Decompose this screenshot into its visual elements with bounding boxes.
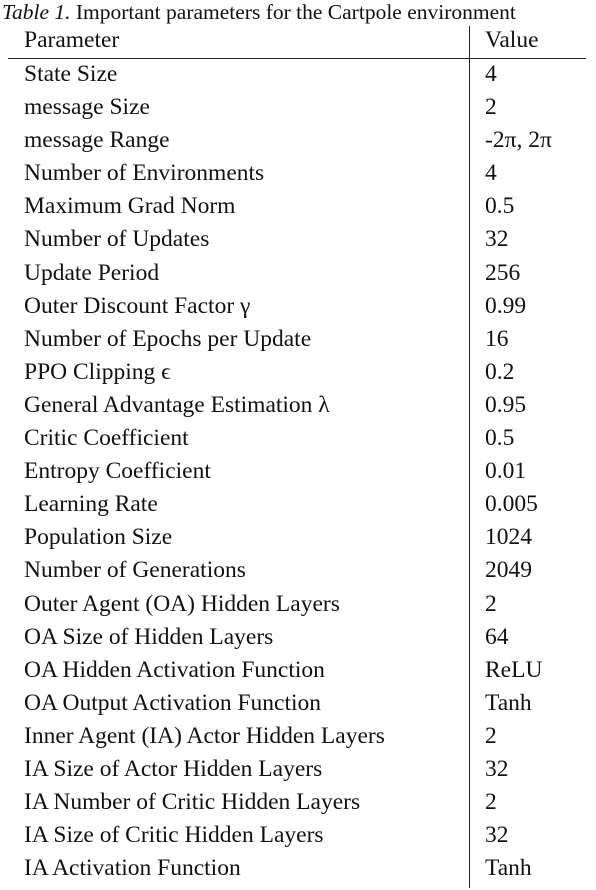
parameter-cell: Number of Environments bbox=[24, 160, 265, 187]
parameter-cell: Population Size bbox=[24, 524, 173, 551]
value-cell: 4 bbox=[485, 160, 497, 187]
table-row bbox=[8, 852, 586, 885]
value-cell: 0.95 bbox=[485, 391, 527, 418]
parameter-cell: IA Number of Critic Hidden Layers bbox=[24, 789, 361, 816]
parameter-cell: Number of Updates bbox=[24, 226, 210, 253]
table-row bbox=[8, 819, 586, 852]
table-row bbox=[8, 290, 586, 323]
caption-text: Important parameters for the Cartpole environment bbox=[75, 0, 516, 24]
value-cell: 0.5 bbox=[485, 425, 515, 452]
table-row bbox=[8, 58, 586, 91]
value-cell: 2 bbox=[485, 590, 497, 617]
table-row bbox=[8, 753, 586, 786]
table-row bbox=[8, 257, 586, 290]
parameter-cell: Outer Agent (OA) Hidden Layers bbox=[24, 590, 340, 617]
parameter-cell: Inner Agent (IA) Actor Hidden Layers bbox=[24, 722, 385, 749]
table-row bbox=[8, 687, 586, 720]
caption-label: Table 1. bbox=[2, 0, 71, 24]
value-cell: 2 bbox=[485, 94, 497, 121]
table-row bbox=[8, 157, 586, 190]
parameter-cell: Learning Rate bbox=[24, 491, 158, 518]
value-cell: 4 bbox=[485, 61, 497, 87]
table-body bbox=[8, 58, 586, 885]
table-row bbox=[8, 786, 586, 819]
value-cell: 0.005 bbox=[485, 491, 538, 518]
value-cell: 256 bbox=[485, 259, 521, 286]
table-row bbox=[8, 554, 586, 587]
table-row bbox=[8, 356, 586, 389]
table-row bbox=[8, 521, 586, 554]
parameter-cell: IA Size of Critic Hidden Layers bbox=[24, 822, 324, 849]
value-cell: 64 bbox=[485, 623, 509, 650]
parameter-cell: IA Activation Function bbox=[24, 855, 241, 882]
parameters-table bbox=[8, 24, 586, 57]
parameter-cell: Number of Epochs per Update bbox=[24, 325, 312, 352]
table-caption bbox=[2, 0, 516, 24]
parameter-cell: IA Size of Actor Hidden Layers bbox=[24, 755, 323, 782]
value-cell: 0.5 bbox=[485, 193, 515, 220]
value-cell: 32 bbox=[485, 755, 509, 782]
parameter-cell: OA Size of Hidden Layers bbox=[24, 623, 274, 650]
table-row bbox=[8, 389, 586, 422]
value-cell: 1024 bbox=[485, 524, 532, 551]
parameter-cell: PPO Clipping ϵ bbox=[24, 358, 171, 385]
table-row bbox=[8, 488, 586, 521]
table-row bbox=[8, 323, 586, 356]
table-row bbox=[8, 455, 586, 488]
parameter-cell: message Range bbox=[24, 127, 170, 154]
header-value: Value bbox=[485, 27, 539, 53]
parameter-cell: Update Period bbox=[24, 259, 160, 286]
value-cell: 2049 bbox=[485, 557, 532, 584]
value-cell: 2 bbox=[485, 789, 497, 816]
table-row bbox=[8, 654, 586, 687]
value-cell: 0.99 bbox=[485, 292, 527, 319]
parameter-cell: Entropy Coefficient bbox=[24, 458, 211, 485]
value-cell: Tanh bbox=[485, 855, 532, 882]
value-cell: 2 bbox=[485, 722, 497, 749]
table-row bbox=[8, 190, 586, 223]
table-row bbox=[8, 588, 586, 621]
value-cell: Tanh bbox=[485, 689, 532, 716]
value-cell: 0.2 bbox=[485, 358, 515, 385]
table-row bbox=[8, 91, 586, 124]
table-row bbox=[8, 720, 586, 753]
table-row bbox=[8, 621, 586, 654]
parameter-cell: Maximum Grad Norm bbox=[24, 193, 236, 220]
parameter-cell: State Size bbox=[24, 61, 118, 87]
table-header-row bbox=[8, 24, 586, 57]
value-cell: -2π, 2π bbox=[485, 127, 552, 154]
table-row bbox=[8, 422, 586, 455]
parameter-cell: Number of Generations bbox=[24, 557, 246, 584]
parameter-cell: General Advantage Estimation λ bbox=[24, 391, 330, 418]
value-cell: 0.01 bbox=[485, 458, 527, 485]
header-parameter: Parameter bbox=[24, 27, 120, 53]
parameter-cell: message Size bbox=[24, 94, 150, 121]
table-row bbox=[8, 223, 586, 256]
value-cell: 32 bbox=[485, 822, 509, 849]
table-row bbox=[8, 124, 586, 157]
value-cell: 16 bbox=[485, 325, 509, 352]
parameter-cell: Outer Discount Factor γ bbox=[24, 292, 251, 319]
value-cell: ReLU bbox=[485, 656, 543, 683]
value-cell: 32 bbox=[485, 226, 509, 253]
parameter-cell: OA Hidden Activation Function bbox=[24, 656, 325, 683]
parameter-cell: Critic Coefficient bbox=[24, 425, 189, 452]
parameter-cell: OA Output Activation Function bbox=[24, 689, 322, 716]
